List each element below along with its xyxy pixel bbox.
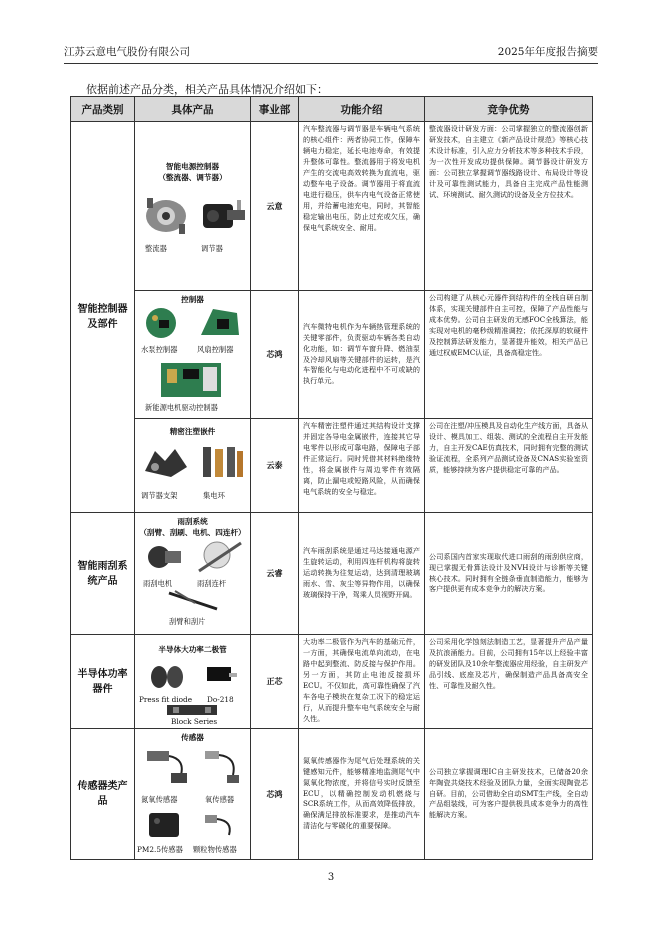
product-label: 氮氧传感器	[141, 795, 178, 804]
table-row	[71, 513, 593, 635]
advantage-cell: 公司独立掌握调理IC自主研发技术，已储备20余年陶瓷共烧技术经验及团队力量，全面实现陶瓷芯自研。目前，公司借助全自动SMT生产线，全自动产品组装线，可为客户提供极具成本竞争力的高性能解决方案。	[425, 729, 593, 860]
particulate-sensor-image	[201, 809, 241, 841]
product-label: 刮臂和刮片	[169, 617, 206, 626]
report-title: 2025年年度报告摘要	[497, 46, 598, 58]
product-label: 雨刮电机	[143, 579, 173, 588]
product-title: 智能电源控制器	[165, 162, 220, 171]
header-advantage: 竞争优势	[425, 97, 593, 122]
header-function: 功能介绍	[299, 97, 425, 122]
category-cell: 传感器类产品	[71, 729, 135, 860]
dept-cell: 云泰	[251, 419, 299, 513]
product-cell	[135, 513, 251, 635]
product-subtitle: （刮臂、刮刷、电机、四连杆）	[139, 527, 246, 537]
regulator-bracket-image	[141, 443, 191, 483]
slip-ring-image	[197, 441, 247, 485]
advantage-cell: 整流器设计研发方面：公司掌握独立的整流器创新研发技术，自主建立《新产品设计规范》等核心技术设计标准，引入应力分析技术等多种技术手段，为一次性开发成功提供保障。调节器设计研发方面：公司独立掌握调节器线路设计、布局设计等设计及可靠性测试能力，具备自主完成产品性能测试、环境测试、耐久测试的设备及全方位技术。	[425, 122, 593, 291]
product-table	[70, 96, 593, 860]
intro-text: 依据前述产品分类，相关产品具体情况介绍如下：	[86, 83, 328, 96]
category-cell: 智能雨刮系统产品	[71, 513, 135, 635]
product-label: 调节器	[201, 244, 223, 253]
pump-controller-image	[143, 306, 179, 340]
wiper-linkage-image	[195, 537, 245, 575]
function-cell: 汽车整流器与调节器是车辆电气系统的核心组件：两者协同工作，保障车辆电力稳定，延长电池寿命，有效提升整体可靠性。整流器用于将发电机产生的交流电高效转换为直流电，驱动整车电子设备。调节器用于将直流电进行稳压，供车内电气设备正常使用，并给蓄电池充电，同时，其智能稳定输出电压，防止过充或欠压，确保电气系统安全、耐用。	[299, 122, 425, 291]
function-cell: 汽车雨刮系统是通过马达接通电源产生旋转运动，利用四连杆机构将旋转运动转换为往复运动，达到清理玻璃雨水、雪、灰尘等异物作用，以确保玻璃保持干净，驾乘人员视野开阔。	[299, 513, 425, 635]
do218-image	[203, 663, 239, 687]
product-title: 控制器	[181, 295, 204, 304]
product-label: 集电环	[203, 491, 225, 500]
page-number: 3	[327, 872, 335, 883]
category-cell: 半导体功率器件	[71, 635, 135, 729]
header-category: 产品类别	[71, 97, 135, 122]
company-name: 江苏云意电气股份有限公司	[64, 46, 190, 58]
product-label: Block Series	[171, 717, 218, 726]
fan-controller-image	[197, 305, 243, 343]
product-label: 调节器支架	[141, 491, 178, 500]
product-label: 水泵控制器	[141, 345, 178, 354]
product-label: PM2.5传感器	[137, 845, 183, 854]
wiper-motor-image	[145, 541, 185, 573]
product-cell	[135, 291, 251, 419]
product-subtitle: （整流器、调节器）	[158, 172, 227, 182]
advantage-cell: 公司系国内首家实现取代进口雨刮的雨刮供应商，现已掌握无骨算法设计及NVH设计与诊断等关键核心技术。同时拥有全链条垂直制造能力，能够为客户提供更有成本竞争力的解决方案。	[425, 513, 593, 635]
product-cell	[135, 635, 251, 729]
motor-driver-image	[159, 359, 225, 399]
product-cell	[135, 729, 251, 860]
advantage-cell: 公司采用化学蚀刻法制造工艺，显著提升产品产量及抗浪涌能力。目前，公司拥有15年以上经验丰富的研发团队及10余年整流器应用经验，自主研发产品引线、底座及芯片，确保制造产品具备高安全性、可靠性及耐久性。	[425, 635, 593, 729]
header-product: 具体产品	[135, 97, 251, 122]
rectifier-image	[141, 194, 191, 236]
table-row	[71, 291, 593, 419]
table-row	[71, 419, 593, 513]
page-header	[64, 44, 598, 64]
press-fit-diode-image	[147, 659, 187, 693]
dept-cell: 云睿	[251, 513, 299, 635]
product-cell	[135, 419, 251, 513]
regulator-image	[197, 194, 249, 236]
wiper-blade-image	[165, 589, 221, 613]
product-title: 精密注塑嵌件	[169, 427, 216, 436]
table-row	[71, 635, 593, 729]
product-title: 雨刮系统	[177, 517, 208, 526]
function-cell: 汽车微特电机作为车辆热管理系统的关键零部件，负责驱动车辆各类自动化功能，如：调节车窗升降、燃油泵及冷却风扇等关键部件的运转，是汽车智能化与电动化进程中不可或缺的执行单元。	[299, 291, 425, 419]
product-label: 风扇控制器	[197, 345, 234, 354]
product-label: 雨刮连杆	[197, 579, 227, 588]
nox-sensor-image	[141, 745, 191, 789]
table-row	[71, 122, 593, 291]
advantage-cell: 公司在注塑/冲压模具及自动化生产线方面，具备从设计、模具加工、组装、测试的全流程自主开发能力，自主开发CAE仿真技术，同时拥有完整的测试验证流程，全系列产品测试设备及CNAS实验室资质，能够持续为客户提供稳定可靠的产品。	[425, 419, 593, 513]
product-label: Do-218	[207, 695, 234, 704]
product-label: 氧传感器	[205, 795, 235, 804]
dept-cell: 芯鸿	[251, 291, 299, 419]
oxygen-sensor-image	[201, 747, 245, 787]
header-dept: 事业部	[251, 97, 299, 122]
block-series-image	[165, 703, 219, 717]
product-label: Press fit diode	[139, 695, 193, 704]
product-title: 传感器	[181, 733, 204, 742]
advantage-cell: 公司构建了从核心元器件到结构件的全栈自研自制体系，实现关键部件自主可控，保障了产品性能与成本优势。公司自主研发的无感FOC全栈算法，能实现对电机的毫秒级精准调控；依托深厚的软硬件及控制算法研发能力，显著提升能效，相关产品已通过权威EMC认证，具备高稳定性。	[425, 291, 593, 419]
pm25-sensor-image	[145, 809, 185, 841]
product-label: 新能源电机驱动控制器	[145, 403, 218, 412]
product-cell	[135, 122, 251, 291]
product-label: 颗粒物传感器	[193, 845, 237, 854]
dept-cell: 正芯	[251, 635, 299, 729]
dept-cell: 芯鸿	[251, 729, 299, 860]
function-cell: 汽车精密注塑件通过其结构设计支撑并固定各导电金属嵌件，连接其它导电零件以形成可靠电路，保障电子部件正常运行。同时凭借其材料绝缘特性，将金属嵌件与周边零件有效隔离，防止漏电或短路风险，从而确保电气系统的安全与稳定。	[299, 419, 425, 513]
function-cell: 氮氧传感器作为尾气后处理系统的关键感知元件，能够精准地监测尾气中氮氧化物浓度，并将信号实时反馈至ECU，以精确控制发动机燃烧与SCR系统工作，从而高效降低排放，确保满足排放标准要求，是推动汽车清洁化与零碳化的重要保障。	[299, 729, 425, 860]
product-label: 整流器	[145, 244, 167, 253]
product-title: 半导体大功率二极管	[158, 645, 227, 654]
dept-cell: 云意	[251, 122, 299, 291]
table-header-row	[71, 97, 593, 122]
table-row	[71, 729, 593, 860]
function-cell: 大功率二极管作为汽车的基础元件，一方面，其确保电流单向流动，在电路中起到整流、防反接与保护作用。另一方面，其防止电池反接损坏ECU。不仅如此，高可靠性确保了汽车各电子模块在复杂工况下的稳定运行，从而提升整车电气系统安全与耐久性。	[299, 635, 425, 729]
category-cell: 智能控制器及部件	[71, 122, 135, 513]
